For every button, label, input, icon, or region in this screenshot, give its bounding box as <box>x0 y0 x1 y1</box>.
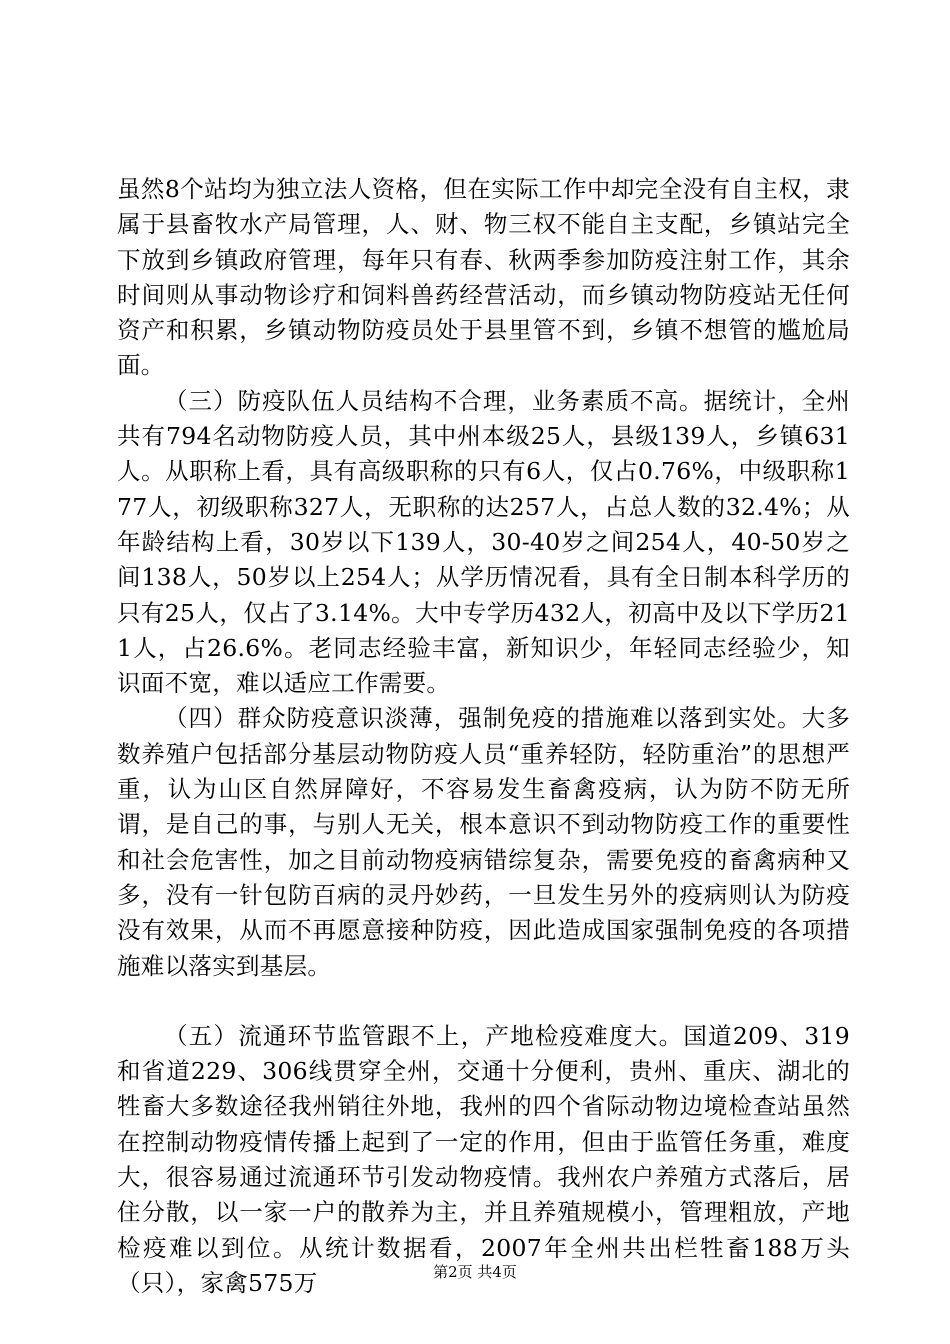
paragraph-section-4: （四）群众防疫意识淡薄，强制免疫的措施难以落到实处。大多数养殖户包括部分基层动物防疫人员“重养轻防，轻防重治”的思想严重，认为山区自然屏障好，不容易发生畜禽疫病，认为防不防无所谓，是自己的事，与别人无关，根本意识不到动物防疫工作的重要性和社会危害性，加之目前动物疫病错综复杂，需要免疫的畜禽病种又多，没有一针包防百病的灵丹妙药，一旦发生另外的疫病则认为防疫没有效果，从而不再愿意接种防疫，因此造成国家强制免疫的各项措施难以落实到基层。 <box>117 704 850 980</box>
page-footer: 第2页 共4页 <box>433 1263 517 1281</box>
document-body <box>117 172 850 1301</box>
paragraph-section-5: （五）流通环节监管跟不上，产地检疫难度大。国道209、319和省道229、306线贯穿全州，交通十分便利，贵州、重庆、湖北的牲畜大多数途径我州销往外地，我州的四个省际动物边境检查站虽然在控制动物疫情传播上起到了一定的作用，但由于监管任务重，难度大，很容易通过流通环节引发动物疫情。我州农户养殖方式落后，居住分散，以一家一户的散养为主，并且养殖规模小，管理粗放，产地检疫难以到位。从统计数据看，2007年全州共出栏牲畜188万头（只），家禽575万 <box>117 1021 850 1297</box>
paragraph-gap <box>117 984 850 1019</box>
paragraph-continuation: 虽然8个站均为独立法人资格，但在实际工作中却完全没有自主权，隶属于县畜牧水产局管理，人、财、物三权不能自主支配，乡镇站完全下放到乡镇政府管理，每年只有春、秋两季参加防疫注射工作，其余时间则从事动物诊疗和饲料兽药经营活动，而乡镇动物防疫站无任何资产和积累，乡镇动物防疫员处于县里管不到，乡镇不想管的尴尬局面。 <box>117 175 850 380</box>
paragraph-section-3: （三）防疫队伍人员结构不合理，业务素质不高。据统计，全州共有794名动物防疫人员，其中州本级25人，县级139人，乡镇631人。从职称上看，具有高级职称的只有6人，仅占0.76%，中级职称177人，初级职称327人，无职称的达257人，占总人数的32.4%；从年龄结构上看，30岁以下139人，30-40岁之间254人，40-50岁之间138人，50岁以上254人；从学历情况看，具有全日制本科学历的只有25人，仅占了3.14%。大中专学历432人，初高中及以下学历211人，占26.6%。老同志经验丰富，新知识少，年轻同志经验少，知识面不宽，难以适应工作需要。 <box>117 386 850 698</box>
